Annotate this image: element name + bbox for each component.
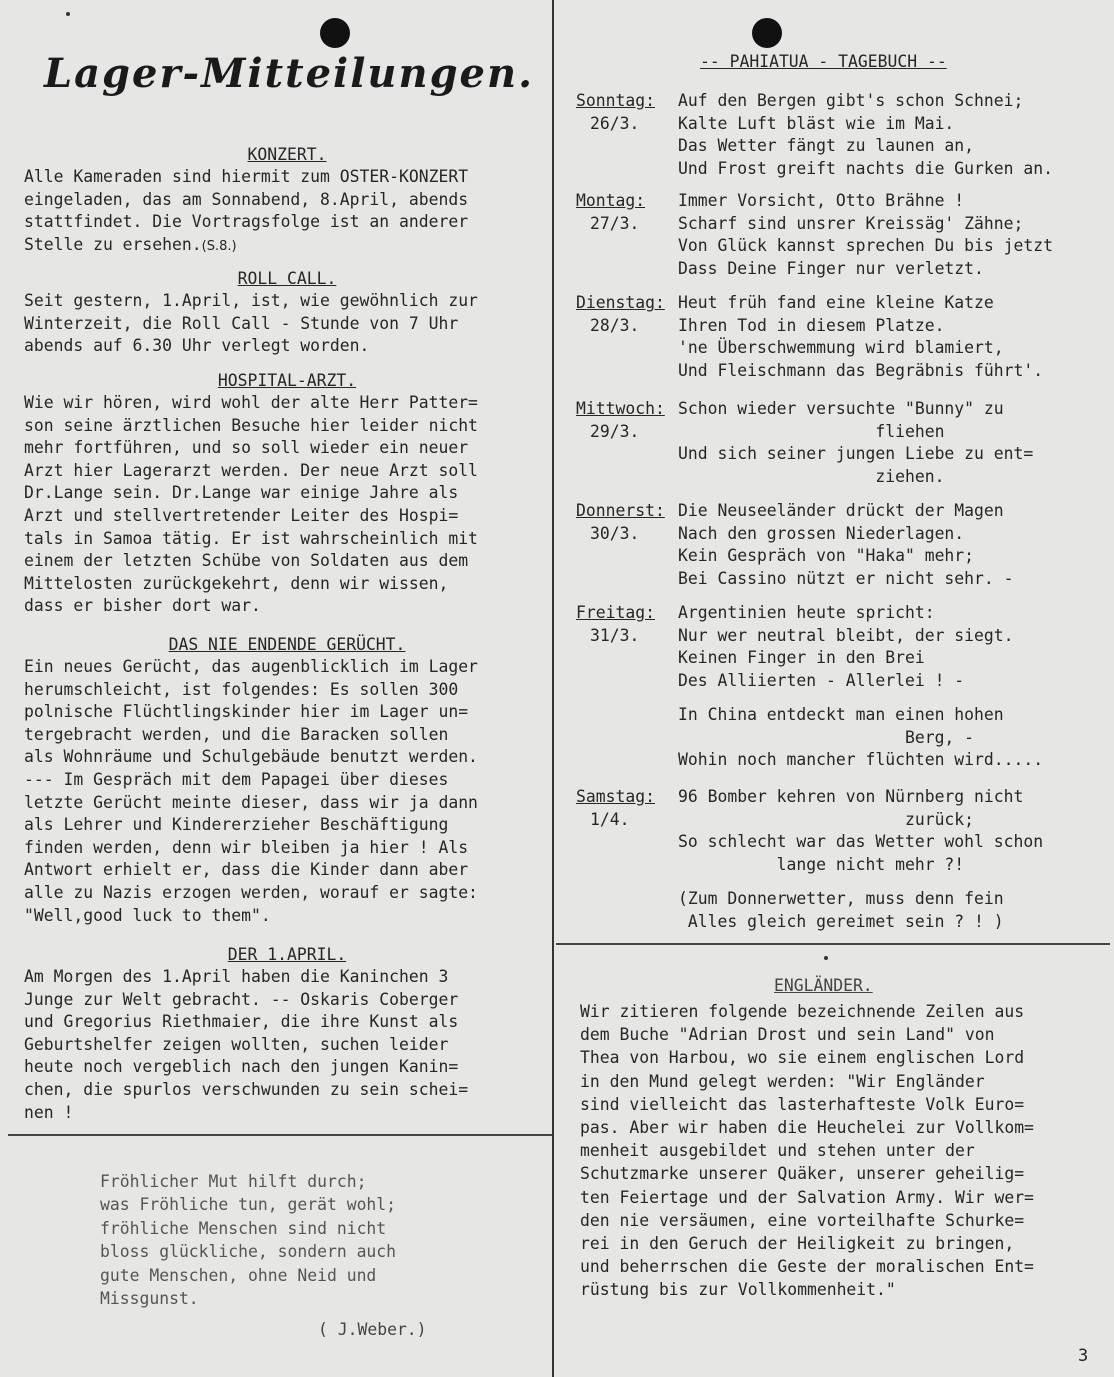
diary-verse (678, 398, 1033, 488)
text-line: nen ! (24, 1102, 74, 1122)
text-line: Mittelosten zurückgekehrt, denn wir wissen, (24, 573, 449, 593)
diary-date: 1/4. (590, 810, 630, 829)
text-line: herumschleicht, ist folgendes: Es sollen 300 (24, 679, 459, 699)
text-line: Thea von Harbou, wo sie einem englischen Lord (580, 1048, 1025, 1068)
diary-date: 26/3. (590, 114, 640, 133)
verse-line: fliehen (678, 421, 945, 441)
punch-hole-right (752, 18, 782, 48)
verse-line: lange nicht mehr ?! (678, 854, 965, 874)
verse-line: Wohin noch mancher flüchten wird..... (678, 750, 1044, 770)
text-line: Wie wir hören, wird wohl der alte Herr Patter= (24, 393, 478, 412)
diary-date: 31/3. (590, 626, 640, 645)
text-line: rüstung bis zur Vollkommenheit." (580, 1280, 896, 1300)
poem-line: gute Menschen, ohne Neid und (100, 1265, 377, 1285)
verse-line: Nach den grossen Niederlagen. (678, 523, 965, 543)
section-heading: DAS NIE ENDENDE GERÜCHT. (168, 635, 406, 654)
text-line: dass er bisher dort war. (24, 596, 261, 616)
text-line: sind vielleicht das lasterhafteste Volk Euro= (580, 1094, 1025, 1114)
diary-date: 28/3. (590, 316, 640, 335)
verse-line: Und sich seiner jungen Liebe zu ent= (678, 444, 1034, 464)
text-line: stattfindet. Die Vortragsfolge ist an anderer (24, 212, 469, 232)
section-body (24, 392, 550, 618)
left-section-divider (8, 1134, 552, 1136)
verse-line: Heut früh fand eine kleine Katze (678, 293, 994, 312)
poem-line: bloss glückliche, sondern auch (100, 1242, 397, 1262)
section-konzert (24, 144, 550, 258)
text-line: Wir zitieren folgende bezeichnende Zeilen aus (580, 1002, 1025, 1021)
verse-line: Berg, - (678, 727, 975, 747)
text-line: eingeladen, das am Sonnabend, 8.April, abends (24, 189, 469, 209)
section-heading: ROLL CALL. (237, 269, 337, 288)
text-line: rei in den Geruch der Heiligkeit zu bringen, (580, 1234, 1015, 1254)
poem-line: Fröhlicher Mut hilft durch; (100, 1172, 367, 1191)
diary-day: Sonntag: (576, 91, 655, 110)
text-line: Dr.Lange sein. Dr.Lange war einige Jahre als (24, 483, 459, 503)
verse-line: Alles gleich gereimet sein ? ! ) (678, 911, 1004, 931)
text-line: einem der letzten Schübe von Soldaten aus dem (24, 551, 469, 571)
verse-line: Nur wer neutral bleibt, der siegt. (678, 625, 1014, 645)
section-april (24, 944, 550, 1124)
section-heading: DER 1.APRIL. (227, 945, 347, 964)
diary-date: 30/3. (590, 524, 640, 543)
text-line: alle zu Nazis erzogen werden, worauf er sagte: (24, 882, 478, 902)
verse-line: Keinen Finger in den Brei (678, 648, 925, 668)
verse-line: zurück; (678, 809, 975, 829)
verse-line: Das Wetter fängt zu launen an, (678, 136, 975, 156)
poem (100, 1170, 396, 1310)
text-line: heute noch vergeblich nach den jungen Kanin= (24, 1057, 459, 1077)
poem-line: Missgunst. (100, 1289, 199, 1309)
diary-day: Montag: (576, 191, 646, 210)
ink-dot (66, 12, 70, 16)
verse-line: (Zum Donnerwetter, muss denn fein (678, 889, 1004, 908)
handwritten-note: (S.8.) (201, 238, 237, 254)
page-number: 3 (1078, 1346, 1089, 1366)
poem-signature: ( J.Weber.) (318, 1320, 427, 1339)
verse-line: Schon wieder versuchte "Bunny" zu (678, 399, 1004, 418)
text-line: --- Im Gespräch mit dem Papagei über dieses (24, 769, 449, 789)
right-section-divider (556, 943, 1110, 945)
text-line: Schutzmarke unserer Quäker, unserer geheilig= (580, 1164, 1025, 1184)
diary-date: 29/3. (590, 422, 640, 441)
diary-verse (678, 292, 1043, 382)
verse-line: Auf den Bergen gibt's schon Schnei; (678, 91, 1024, 110)
verse-line: Und Fleischmann das Begräbnis führt'. (678, 360, 1044, 380)
text-line: tals in Samoa tätig. Er ist wahrscheinlich mit (24, 528, 478, 548)
diary-day: Freitag: (576, 603, 655, 622)
verse-line: ziehen. (678, 466, 945, 486)
verse-line: Und Frost greift nachts die Gurken an. (678, 158, 1053, 178)
verse-line: Die Neuseeländer drückt der Magen (678, 501, 1004, 520)
verse-line: Scharf sind unsrer Kreissäg' Zähne; (678, 213, 1024, 233)
diary-day: Dienstag: (576, 293, 665, 312)
section-body (24, 290, 550, 358)
text-line: Seit gestern, 1.April, ist, wie gewöhnlich zur (24, 291, 478, 310)
text-line: Arzt hier Lagerarzt werden. Der neue Arzt soll (24, 460, 478, 480)
poem-line: fröhliche Menschen sind nicht (100, 1218, 387, 1238)
verse-line: 'ne Überschwemmung wird blamiert, (678, 338, 1004, 358)
column-divider (552, 0, 554, 1377)
closing-verse (678, 888, 1004, 933)
section-body (24, 656, 550, 927)
text-line: und beherrschen die Geste der moralischen Ent= (580, 1257, 1034, 1277)
section-body (24, 966, 550, 1124)
section-geruecht (24, 634, 550, 927)
englaender-heading: ENGLÄNDER. (774, 976, 873, 995)
diary-verse (678, 786, 1043, 876)
text-line: ten Feiertage und der Salvation Army. Wir wer= (580, 1187, 1034, 1207)
text-line: und Gregorius Riethmaier, die ihre Kunst als (24, 1012, 459, 1032)
diary-date: 27/3. (590, 214, 640, 233)
text-line: Arzt und stellvertretender Leiter des Hospi= (24, 505, 459, 525)
verse-line: So schlecht war das Wetter wohl schon (678, 832, 1044, 852)
text-line: Stelle zu ersehen.(S.8.) (24, 234, 237, 254)
text-line: polnische Flüchtlingskinder hier im Lager un= (24, 702, 469, 722)
diary-verse (678, 90, 1053, 180)
text-line: menheit ausgebildet und stehen unter der (580, 1141, 975, 1161)
text-line: Am Morgen des 1.April haben die Kaninchen 3 (24, 967, 449, 986)
text-line: tergebracht werden, und die Baracken sollen (24, 724, 449, 744)
text-line: in den Mund gelegt werden: "Wir Engländer (580, 1071, 985, 1091)
verse-line: In China entdeckt man einen hohen (678, 705, 1004, 724)
diary-day: Donnerst: (576, 501, 665, 520)
verse-line: Kalte Luft bläst wie im Mai. (678, 113, 955, 133)
diary-heading: -- PAHIATUA - TAGEBUCH -- (700, 52, 947, 71)
verse-line: Des Alliierten - Allerlei ! - (678, 670, 965, 690)
text-line: als Lehrer und Kindererzieher Beschäftigung (24, 815, 449, 835)
diary-verse (678, 190, 1053, 280)
verse-line: Argentinien heute spricht: (678, 603, 935, 622)
section-heading: HOSPITAL-ARZT. (217, 371, 357, 390)
page-title: Lager-Mitteilungen. (44, 50, 534, 97)
verse-line: Ihren Tod in diesem Platze. (678, 315, 945, 335)
diary-verse (678, 602, 1014, 692)
text-line: als Wohnräume und Schulgebäude benutzt werden. (24, 747, 478, 767)
text-line: Geburtshelfer zeigen wollten, suchen leider (24, 1034, 449, 1054)
china-verse (678, 704, 1043, 772)
section-rollcall (24, 268, 550, 358)
text-line: dem Buche "Adrian Drost und sein Land" von (580, 1025, 995, 1045)
text-line: den nie versäumen, eine vorteilhafte Schurke= (580, 1210, 1025, 1230)
section-hospital (24, 370, 550, 618)
text-line: pas. Aber wir haben die Heuchelei zur Vollkom= (580, 1118, 1034, 1138)
diary-verse (678, 500, 1014, 590)
verse-line: Bei Cassino nützt er nicht sehr. - (678, 568, 1014, 588)
verse-line: Immer Vorsicht, Otto Brähne ! (678, 191, 965, 210)
verse-line: Dass Deine Finger nur verletzt. (678, 258, 984, 278)
text-line: Junge zur Welt gebracht. -- Oskaris Coberger (24, 989, 459, 1009)
text-line: mehr fortführen, und so soll wieder ein neuer (24, 438, 469, 458)
text-line: "Well,good luck to them". (24, 905, 271, 925)
section-heading: KONZERT. (247, 145, 327, 164)
text-line: Alle Kameraden sind hiermit zum OSTER-KONZERT (24, 167, 469, 186)
punch-hole-left (320, 18, 350, 48)
section-body (24, 166, 550, 258)
verse-line: Von Glück kannst sprechen Du bis jetzt (678, 236, 1053, 256)
text-line: son seine ärztlichen Besuche hier leider nicht (24, 415, 478, 435)
text-line: chen, die spurlos verschwunden zu sein schei= (24, 1079, 469, 1099)
text-line: Antwort erhielt er, dass die Kinder dann aber (24, 860, 469, 880)
diary-day: Mittwoch: (576, 399, 665, 418)
text-line: letzte Gerücht meinte dieser, dass wir ja dann (24, 792, 478, 812)
verse-line: 96 Bomber kehren von Nürnberg nicht (678, 787, 1024, 806)
englaender-body (580, 1000, 1110, 1302)
text-line: Winterzeit, die Roll Call - Stunde von 7 Uhr (24, 313, 459, 333)
text-line: abends auf 6.30 Uhr verlegt worden. (24, 336, 370, 356)
poem-line: was Fröhliche tun, gerät wohl; (100, 1195, 397, 1215)
diary-day: Samstag: (576, 787, 655, 806)
ink-dot (824, 956, 828, 960)
text-line: finden werden, denn wir bleiben ja hier ! Als (24, 837, 469, 857)
verse-line: Kein Gespräch von "Haka" mehr; (678, 546, 975, 566)
text-line: Ein neues Gerücht, das augenblicklich im Lager (24, 657, 478, 676)
